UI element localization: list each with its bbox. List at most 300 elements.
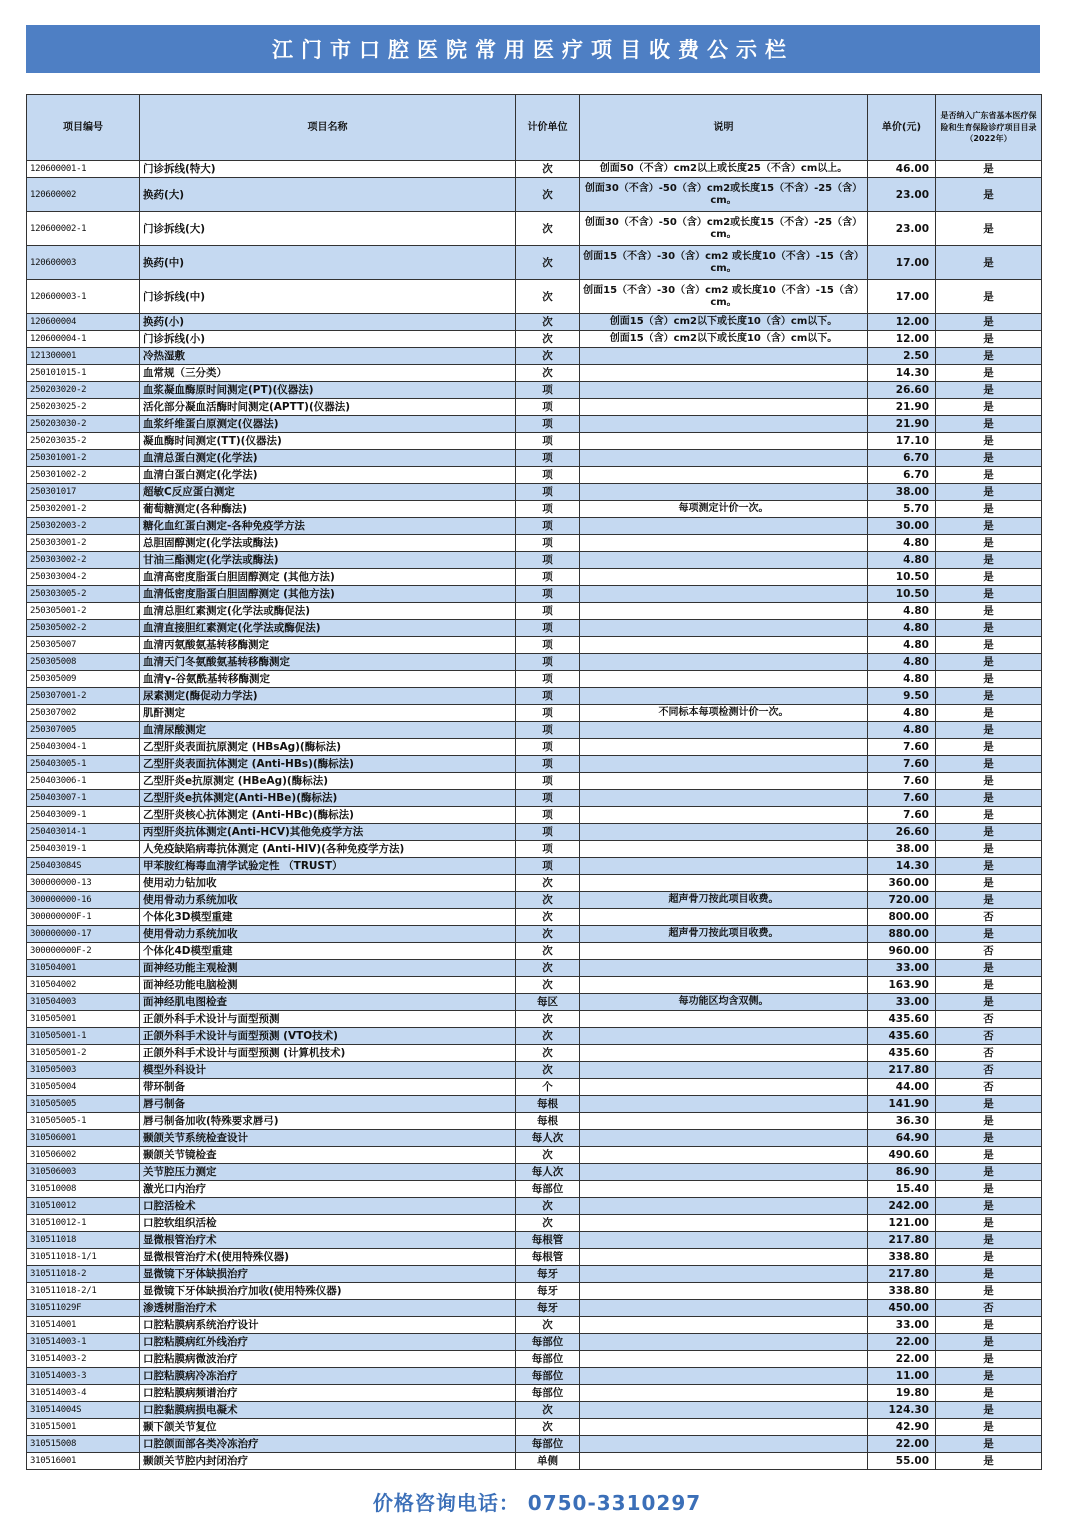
- insurance-covered: 是: [936, 212, 1042, 246]
- item-description: [580, 1266, 868, 1283]
- item-name: 甘油三酯测定(化学法或酶法): [140, 552, 516, 569]
- item-code: 250403014-1: [27, 824, 140, 841]
- item-code: 250203035-2: [27, 433, 140, 450]
- pricing-unit: 每根: [516, 1113, 580, 1130]
- unit-price: 124.30: [868, 1402, 936, 1419]
- item-description: [580, 1113, 868, 1130]
- table-row: [27, 620, 1042, 637]
- pricing-unit: 项: [516, 484, 580, 501]
- item-code: 250403019-1: [27, 841, 140, 858]
- unit-price: 42.90: [868, 1419, 936, 1436]
- item-description: 每功能区均含双侧。: [580, 994, 868, 1011]
- insurance-covered: 否: [936, 1045, 1042, 1062]
- insurance-covered: 是: [936, 382, 1042, 399]
- item-name: 换药(中): [140, 246, 516, 280]
- item-code: 250301001-2: [27, 450, 140, 467]
- item-name: 口腔粘膜病微波治疗: [140, 1351, 516, 1368]
- insurance-covered: 是: [936, 1232, 1042, 1249]
- item-description: [580, 603, 868, 620]
- item-code: 250403006-1: [27, 773, 140, 790]
- item-name: 血浆纤维蛋白原测定(仪器法): [140, 416, 516, 433]
- item-name: 显微根管治疗术(使用特殊仪器): [140, 1249, 516, 1266]
- table-row: [27, 1011, 1042, 1028]
- item-description: 创面15（含）cm2以下或长度10（含）cm以下。: [580, 314, 868, 331]
- unit-price: 14.30: [868, 858, 936, 875]
- pricing-unit: 每部位: [516, 1385, 580, 1402]
- unit-price: 4.80: [868, 637, 936, 654]
- table-row: [27, 1198, 1042, 1215]
- unit-price: 217.80: [868, 1232, 936, 1249]
- unit-price: 33.00: [868, 960, 936, 977]
- item-name: 血清天门冬氨酸氨基转移酶测定: [140, 654, 516, 671]
- unit-price: 217.80: [868, 1062, 936, 1079]
- pricing-unit: 次: [516, 1419, 580, 1436]
- item-description: 每项测定计价一次。: [580, 501, 868, 518]
- table-row: [27, 909, 1042, 926]
- item-description: [580, 484, 868, 501]
- insurance-covered: 是: [936, 875, 1042, 892]
- unit-price: 435.60: [868, 1028, 936, 1045]
- table-row: [27, 739, 1042, 756]
- table-row: [27, 569, 1042, 586]
- item-code: 310504003: [27, 994, 140, 1011]
- insurance-covered: 是: [936, 1215, 1042, 1232]
- pricing-unit: 项: [516, 501, 580, 518]
- item-code: 120600002: [27, 178, 140, 212]
- item-name: 使用骨动力系统加收: [140, 926, 516, 943]
- table-row: [27, 841, 1042, 858]
- pricing-unit: 次: [516, 1317, 580, 1334]
- insurance-covered: 是: [936, 1249, 1042, 1266]
- item-name: 正颌外科手术设计与面型预测 (计算机技术): [140, 1045, 516, 1062]
- insurance-covered: 是: [936, 671, 1042, 688]
- item-description: [580, 1436, 868, 1453]
- unit-price: 15.40: [868, 1181, 936, 1198]
- insurance-covered: 是: [936, 1368, 1042, 1385]
- item-name: 冷热湿敷: [140, 348, 516, 365]
- item-code: 310511029F: [27, 1300, 140, 1317]
- table-row: [27, 212, 1042, 246]
- item-name: 丙型肝炎抗体测定(Anti-HCV)其他免疫学方法: [140, 824, 516, 841]
- item-name: 面神经功能主观检测: [140, 960, 516, 977]
- item-description: 创面50（不含）cm2以上或长度25（不含）cm以上。: [580, 161, 868, 178]
- item-description: [580, 722, 868, 739]
- insurance-covered: 是: [936, 178, 1042, 212]
- pricing-unit: 每牙: [516, 1300, 580, 1317]
- pricing-unit: 项: [516, 722, 580, 739]
- item-code: 310505005-1: [27, 1113, 140, 1130]
- insurance-covered: 是: [936, 518, 1042, 535]
- insurance-covered: 是: [936, 1096, 1042, 1113]
- item-code: 250301017: [27, 484, 140, 501]
- table-row: [27, 518, 1042, 535]
- pricing-unit: 次: [516, 1147, 580, 1164]
- item-description: [580, 858, 868, 875]
- pricing-unit: 项: [516, 382, 580, 399]
- item-description: [580, 552, 868, 569]
- item-name: 口腔粘膜病红外线治疗: [140, 1334, 516, 1351]
- item-description: [580, 365, 868, 382]
- insurance-covered: 是: [936, 1453, 1042, 1470]
- insurance-covered: 是: [936, 501, 1042, 518]
- table-row: [27, 1334, 1042, 1351]
- insurance-covered: 是: [936, 1351, 1042, 1368]
- pricing-unit: 每部位: [516, 1368, 580, 1385]
- item-description: [580, 688, 868, 705]
- table-row: [27, 1232, 1042, 1249]
- table-row: [27, 178, 1042, 212]
- item-description: [580, 450, 868, 467]
- unit-price: 33.00: [868, 994, 936, 1011]
- item-code: 310505001-1: [27, 1028, 140, 1045]
- item-description: [580, 433, 868, 450]
- item-code: 310504002: [27, 977, 140, 994]
- unit-price: 4.80: [868, 552, 936, 569]
- item-description: [580, 1215, 868, 1232]
- pricing-unit: 项: [516, 637, 580, 654]
- item-description: [580, 773, 868, 790]
- item-code: 310506003: [27, 1164, 140, 1181]
- table-row: [27, 1249, 1042, 1266]
- pricing-unit: 次: [516, 1045, 580, 1062]
- item-description: [580, 1096, 868, 1113]
- item-description: [580, 790, 868, 807]
- table-row: [27, 858, 1042, 875]
- item-description: [580, 416, 868, 433]
- pricing-unit: 次: [516, 943, 580, 960]
- insurance-covered: 是: [936, 450, 1042, 467]
- pricing-unit: 次: [516, 1402, 580, 1419]
- pricing-unit: 项: [516, 552, 580, 569]
- unit-price: 19.80: [868, 1385, 936, 1402]
- item-name: 渗透树脂治疗术: [140, 1300, 516, 1317]
- unit-price: 960.00: [868, 943, 936, 960]
- insurance-covered: 是: [936, 484, 1042, 501]
- item-code: 250303004-2: [27, 569, 140, 586]
- item-code: 250203025-2: [27, 399, 140, 416]
- pricing-unit: 每根: [516, 1096, 580, 1113]
- pricing-unit: 项: [516, 841, 580, 858]
- item-description: [580, 518, 868, 535]
- pricing-unit: 项: [516, 399, 580, 416]
- item-code: 310504001: [27, 960, 140, 977]
- insurance-covered: 是: [936, 586, 1042, 603]
- item-name: 乙型肝炎e抗原测定 (HBeAg)(酶标法): [140, 773, 516, 790]
- insurance-covered: 是: [936, 756, 1042, 773]
- item-description: [580, 382, 868, 399]
- unit-price: 36.30: [868, 1113, 936, 1130]
- unit-price: 338.80: [868, 1283, 936, 1300]
- pricing-unit: 项: [516, 790, 580, 807]
- item-name: 血清高密度脂蛋白胆固醇测定 (其他方法): [140, 569, 516, 586]
- unit-price: 4.80: [868, 705, 936, 722]
- unit-price: 4.80: [868, 603, 936, 620]
- item-description: [580, 569, 868, 586]
- item-description: [580, 1249, 868, 1266]
- unit-price: 7.60: [868, 739, 936, 756]
- table-row: [27, 1079, 1042, 1096]
- unit-price: 800.00: [868, 909, 936, 926]
- item-code: 120600003: [27, 246, 140, 280]
- insurance-covered: 是: [936, 1283, 1042, 1300]
- item-name: 乙型肝炎表面抗原测定 (HBsAg)(酶标法): [140, 739, 516, 756]
- item-code: 310505004: [27, 1079, 140, 1096]
- item-description: [580, 1351, 868, 1368]
- item-code: 310516001: [27, 1453, 140, 1470]
- item-name: 葡萄糖测定(各种酶法): [140, 501, 516, 518]
- unit-price: 450.00: [868, 1300, 936, 1317]
- pricing-unit: 次: [516, 348, 580, 365]
- unit-price: 163.90: [868, 977, 936, 994]
- item-description: [580, 637, 868, 654]
- item-name: 血清尿酸测定: [140, 722, 516, 739]
- unit-price: 7.60: [868, 756, 936, 773]
- item-name: 乙型肝炎核心抗体测定 (Anti-HBc)(酶标法): [140, 807, 516, 824]
- unit-price: 435.60: [868, 1045, 936, 1062]
- item-code: 250203020-2: [27, 382, 140, 399]
- table-row: [27, 960, 1042, 977]
- insurance-covered: 是: [936, 1334, 1042, 1351]
- table-row: [27, 1096, 1042, 1113]
- pricing-unit: 次: [516, 365, 580, 382]
- header-code: 项目编号: [27, 95, 140, 161]
- item-code: 250403084S: [27, 858, 140, 875]
- item-description: [580, 1334, 868, 1351]
- insurance-covered: 是: [936, 926, 1042, 943]
- item-name: 血清总蛋白测定(化学法): [140, 450, 516, 467]
- unit-price: 14.30: [868, 365, 936, 382]
- item-code: 310505001-2: [27, 1045, 140, 1062]
- item-name: 换药(小): [140, 314, 516, 331]
- item-code: 310514003-2: [27, 1351, 140, 1368]
- item-description: 创面30（不含）-50（含）cm2或长度15（不含）-25（含）cm。: [580, 178, 868, 212]
- pricing-unit: 每部位: [516, 1351, 580, 1368]
- pricing-unit: 次: [516, 926, 580, 943]
- item-name: 正颌外科手术设计与面型预测 (VTO技术): [140, 1028, 516, 1045]
- item-description: [580, 467, 868, 484]
- unit-price: 86.90: [868, 1164, 936, 1181]
- table-row: [27, 688, 1042, 705]
- item-name: 乙型肝炎e抗体测定(Anti-HBe)(酶标法): [140, 790, 516, 807]
- insurance-covered: 是: [936, 1198, 1042, 1215]
- item-code: 300000000-16: [27, 892, 140, 909]
- pricing-unit: 次: [516, 161, 580, 178]
- table-row: [27, 603, 1042, 620]
- unit-price: 10.50: [868, 586, 936, 603]
- table-row: [27, 671, 1042, 688]
- item-code: 300000000F-1: [27, 909, 140, 926]
- item-description: [580, 1028, 868, 1045]
- item-code: 250307001-2: [27, 688, 140, 705]
- pricing-unit: 次: [516, 875, 580, 892]
- pricing-unit: 每牙: [516, 1283, 580, 1300]
- unit-price: 55.00: [868, 1453, 936, 1470]
- unit-price: 4.80: [868, 535, 936, 552]
- unit-price: 38.00: [868, 841, 936, 858]
- item-description: 创面15（不含）-30（含）cm2 或长度10（不含）-15（含）cm。: [580, 246, 868, 280]
- table-row: [27, 1164, 1042, 1181]
- unit-price: 22.00: [868, 1351, 936, 1368]
- item-description: [580, 1283, 868, 1300]
- unit-price: 26.60: [868, 824, 936, 841]
- item-description: [580, 1079, 868, 1096]
- item-description: [580, 1232, 868, 1249]
- insurance-covered: 是: [936, 348, 1042, 365]
- table-row: [27, 943, 1042, 960]
- item-code: 310506002: [27, 1147, 140, 1164]
- table-header-row: [27, 95, 1042, 161]
- pricing-unit: 次: [516, 178, 580, 212]
- table-row: [27, 722, 1042, 739]
- table-row: [27, 246, 1042, 280]
- table-row: [27, 1028, 1042, 1045]
- pricing-unit: 次: [516, 246, 580, 280]
- item-description: [580, 348, 868, 365]
- item-code: 310510012-1: [27, 1215, 140, 1232]
- table-row: [27, 705, 1042, 722]
- header-price: 单价(元): [868, 95, 936, 161]
- item-code: 300000000-17: [27, 926, 140, 943]
- insurance-covered: 是: [936, 569, 1042, 586]
- item-code: 310505005: [27, 1096, 140, 1113]
- insurance-covered: 是: [936, 977, 1042, 994]
- item-code: 250303002-2: [27, 552, 140, 569]
- unit-price: 490.60: [868, 1147, 936, 1164]
- item-description: [580, 1198, 868, 1215]
- price-hotline: 价格咨询电话： 0750-3310297: [372, 1491, 702, 1515]
- item-description: [580, 671, 868, 688]
- item-name: 带环制备: [140, 1079, 516, 1096]
- pricing-unit: 每人次: [516, 1164, 580, 1181]
- table-row: [27, 416, 1042, 433]
- item-description: [580, 1368, 868, 1385]
- pricing-unit: 项: [516, 450, 580, 467]
- table-row: [27, 433, 1042, 450]
- pricing-unit: 每牙: [516, 1266, 580, 1283]
- table-row: [27, 161, 1042, 178]
- unit-price: 44.00: [868, 1079, 936, 1096]
- table-row: [27, 280, 1042, 314]
- pricing-unit: 次: [516, 1198, 580, 1215]
- pricing-unit: 项: [516, 671, 580, 688]
- unit-price: 11.00: [868, 1368, 936, 1385]
- table-row: [27, 1215, 1042, 1232]
- insurance-covered: 是: [936, 1266, 1042, 1283]
- item-code: 250303001-2: [27, 535, 140, 552]
- item-name: 门诊拆线(小): [140, 331, 516, 348]
- item-name: 人免疫缺陷病毒抗体测定 (Anti-HIV)(各种免疫学方法): [140, 841, 516, 858]
- item-name: 血清丙氨酸氨基转移酶测定: [140, 637, 516, 654]
- unit-price: 4.80: [868, 620, 936, 637]
- item-description: 超声骨刀按此项目收费。: [580, 892, 868, 909]
- pricing-unit: 每根管: [516, 1249, 580, 1266]
- item-code: 120600002-1: [27, 212, 140, 246]
- pricing-unit: 项: [516, 756, 580, 773]
- insurance-covered: 是: [936, 1147, 1042, 1164]
- insurance-covered: 是: [936, 994, 1042, 1011]
- insurance-covered: 是: [936, 654, 1042, 671]
- pricing-unit: 每部位: [516, 1334, 580, 1351]
- item-code: 310511018-1/1: [27, 1249, 140, 1266]
- table-row: [27, 824, 1042, 841]
- table-row: [27, 756, 1042, 773]
- item-code: 300000000F-2: [27, 943, 140, 960]
- table-row: [27, 773, 1042, 790]
- table-row: [27, 382, 1042, 399]
- item-code: 250301002-2: [27, 467, 140, 484]
- pricing-unit: 次: [516, 280, 580, 314]
- insurance-covered: 是: [936, 1181, 1042, 1198]
- insurance-covered: 是: [936, 535, 1042, 552]
- table-row: [27, 365, 1042, 382]
- item-code: 310514003-1: [27, 1334, 140, 1351]
- table-row: [27, 994, 1042, 1011]
- item-name: 血清γ-谷氨酰基转移酶测定: [140, 671, 516, 688]
- pricing-unit: 项: [516, 773, 580, 790]
- item-name: 激光口内治疗: [140, 1181, 516, 1198]
- insurance-covered: 是: [936, 161, 1042, 178]
- pricing-unit: 每区: [516, 994, 580, 1011]
- item-code: 310515001: [27, 1419, 140, 1436]
- item-description: [580, 1062, 868, 1079]
- item-code: 250203030-2: [27, 416, 140, 433]
- item-name: 正颌外科手术设计与面型预测: [140, 1011, 516, 1028]
- insurance-covered: 是: [936, 1419, 1042, 1436]
- table-row: [27, 1130, 1042, 1147]
- insurance-covered: 否: [936, 1011, 1042, 1028]
- item-description: [580, 739, 868, 756]
- pricing-unit: 次: [516, 314, 580, 331]
- item-name: 活化部分凝血活酶时间测定(APTT)(仪器法): [140, 399, 516, 416]
- unit-price: 242.00: [868, 1198, 936, 1215]
- table-row: [27, 1436, 1042, 1453]
- pricing-unit: 项: [516, 739, 580, 756]
- insurance-covered: 是: [936, 688, 1042, 705]
- pricing-unit: 次: [516, 977, 580, 994]
- item-code: 310514003-4: [27, 1385, 140, 1402]
- insurance-covered: 是: [936, 1164, 1042, 1181]
- item-description: [580, 620, 868, 637]
- pricing-unit: 项: [516, 688, 580, 705]
- insurance-covered: 是: [936, 858, 1042, 875]
- table-row: [27, 331, 1042, 348]
- item-description: [580, 977, 868, 994]
- insurance-covered: 是: [936, 314, 1042, 331]
- item-name: 显微镜下牙体缺损治疗: [140, 1266, 516, 1283]
- insurance-covered: 是: [936, 807, 1042, 824]
- item-code: 300000000-13: [27, 875, 140, 892]
- pricing-unit: 项: [516, 416, 580, 433]
- item-description: [580, 1045, 868, 1062]
- item-description: [580, 1402, 868, 1419]
- pricing-unit: 次: [516, 909, 580, 926]
- item-code: 250303005-2: [27, 586, 140, 603]
- item-name: 颞颌关节系统检查设计: [140, 1130, 516, 1147]
- pricing-unit: 每部位: [516, 1181, 580, 1198]
- item-code: 250403007-1: [27, 790, 140, 807]
- pricing-unit: 项: [516, 807, 580, 824]
- item-description: [580, 909, 868, 926]
- page-title: 江门市口腔医院常用医疗项目收费公示栏: [26, 25, 1040, 73]
- item-description: 创面15（不含）-30（含）cm2 或长度10（不含）-15（含）cm。: [580, 280, 868, 314]
- unit-price: 360.00: [868, 875, 936, 892]
- item-code: 250305007: [27, 637, 140, 654]
- item-name: 换药(大): [140, 178, 516, 212]
- unit-price: 4.80: [868, 722, 936, 739]
- item-name: 凝血酶时间测定(TT)(仪器法): [140, 433, 516, 450]
- item-code: 120600003-1: [27, 280, 140, 314]
- insurance-covered: 是: [936, 552, 1042, 569]
